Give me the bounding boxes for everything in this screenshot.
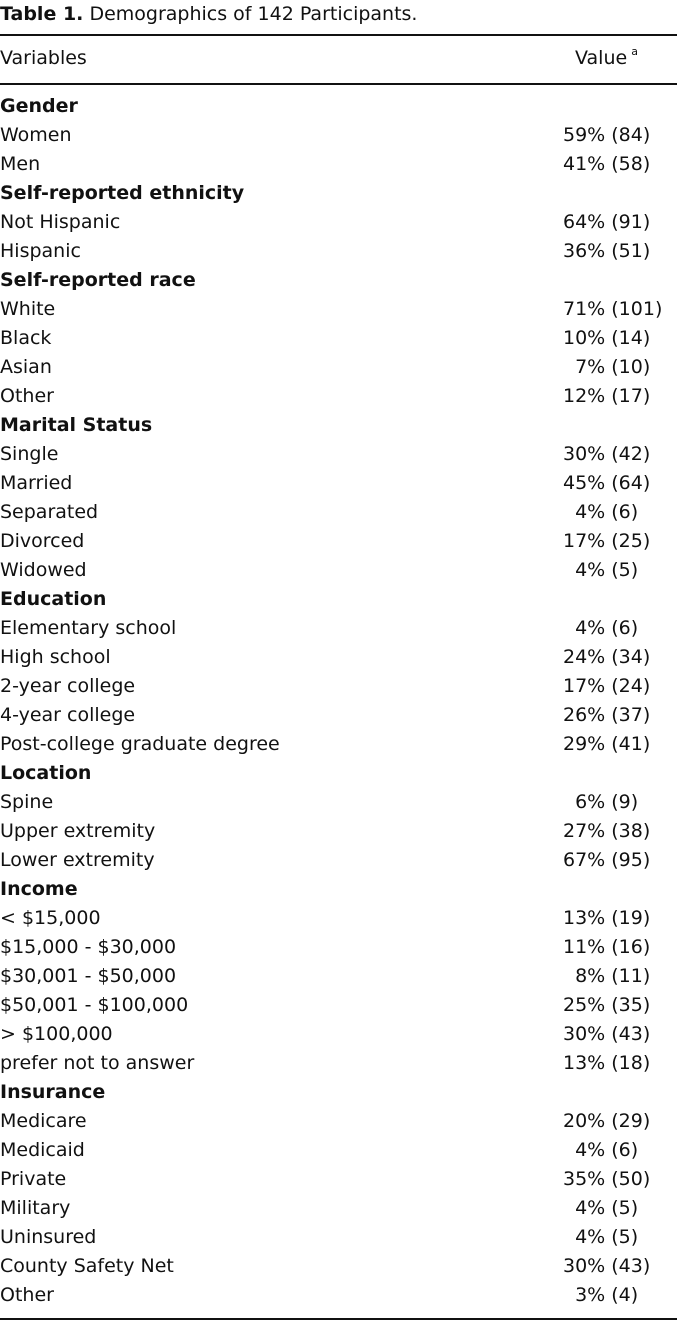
table-row bbox=[0, 382, 677, 411]
section-heading: Self-reported ethnicity bbox=[0, 182, 245, 204]
table-row bbox=[0, 556, 677, 585]
row-variable: Hispanic bbox=[0, 240, 81, 262]
row-value: 30% (43) bbox=[563, 1023, 651, 1045]
table-row bbox=[0, 498, 677, 527]
row-variable: Medicare bbox=[0, 1110, 87, 1132]
row-value: 12% (17) bbox=[563, 385, 651, 407]
table-caption bbox=[0, 0, 417, 28]
row-variable: < $15,000 bbox=[0, 907, 101, 929]
row-value: 64% (91) bbox=[563, 211, 651, 233]
section-heading: Marital Status bbox=[0, 414, 153, 436]
row-value: 67% (95) bbox=[563, 849, 651, 871]
row-variable: Men bbox=[0, 153, 41, 175]
section-heading: Gender bbox=[0, 95, 78, 117]
header-value-label: Value bbox=[575, 47, 628, 69]
row-value: 10% (14) bbox=[563, 327, 651, 349]
row-variable: White bbox=[0, 298, 56, 320]
table-row bbox=[0, 730, 677, 759]
table-row bbox=[0, 672, 677, 701]
table-caption-label: Table 1. bbox=[0, 3, 84, 25]
table-row bbox=[0, 962, 677, 991]
row-variable: Single bbox=[0, 443, 59, 465]
row-value: 17% (24) bbox=[563, 675, 651, 697]
row-value: 59% (84) bbox=[563, 124, 651, 146]
table-row bbox=[0, 1049, 677, 1078]
row-variable: Asian bbox=[0, 356, 52, 378]
table-row bbox=[0, 440, 677, 469]
row-value: 4% (6) bbox=[563, 1139, 639, 1161]
row-value: 13% (18) bbox=[563, 1052, 651, 1074]
table-row bbox=[0, 237, 677, 266]
table-row bbox=[0, 933, 677, 962]
row-variable: $50,001 - $100,000 bbox=[0, 994, 189, 1016]
table-row bbox=[0, 788, 677, 817]
section-heading: Education bbox=[0, 588, 107, 610]
row-value: 36% (51) bbox=[563, 240, 651, 262]
header-variables: Variables bbox=[0, 47, 87, 69]
row-value: 13% (19) bbox=[563, 907, 651, 929]
row-variable: Women bbox=[0, 124, 72, 146]
table-row bbox=[0, 1194, 677, 1223]
bottom-rule bbox=[0, 1318, 677, 1320]
table-row bbox=[0, 846, 677, 875]
row-variable: $30,001 - $50,000 bbox=[0, 965, 177, 987]
row-variable: Elementary school bbox=[0, 617, 177, 639]
section-heading-row bbox=[0, 875, 677, 904]
top-rule bbox=[0, 34, 677, 36]
table-row bbox=[0, 324, 677, 353]
row-variable: Post-college graduate degree bbox=[0, 733, 280, 755]
section-heading-row bbox=[0, 266, 677, 295]
row-value: 26% (37) bbox=[563, 704, 651, 726]
section-heading-row bbox=[0, 585, 677, 614]
table-caption-text: Demographics of 142 Participants. bbox=[89, 3, 418, 25]
table-row bbox=[0, 701, 677, 730]
table-body bbox=[0, 92, 677, 1310]
row-value: 7% (10) bbox=[563, 356, 651, 378]
table-row bbox=[0, 469, 677, 498]
section-heading-row bbox=[0, 1078, 677, 1107]
row-variable: Black bbox=[0, 327, 52, 349]
row-value: 4% (5) bbox=[563, 559, 639, 581]
row-value: 3% (4) bbox=[563, 1284, 639, 1306]
row-variable: 4-year college bbox=[0, 704, 136, 726]
row-variable: Separated bbox=[0, 501, 99, 523]
row-value: 4% (6) bbox=[563, 501, 639, 523]
section-heading-row bbox=[0, 179, 677, 208]
table-header-row bbox=[0, 43, 677, 73]
row-variable: Lower extremity bbox=[0, 849, 155, 871]
row-value: 45% (64) bbox=[563, 472, 651, 494]
row-value: 20% (29) bbox=[563, 1110, 651, 1132]
row-variable: 2-year college bbox=[0, 675, 136, 697]
row-variable: Not Hispanic bbox=[0, 211, 121, 233]
row-value: 4% (6) bbox=[563, 617, 639, 639]
row-variable: High school bbox=[0, 646, 111, 668]
row-value: 35% (50) bbox=[563, 1168, 651, 1190]
row-value: 6% (9) bbox=[563, 791, 639, 813]
header-value-footnote: a bbox=[631, 45, 638, 58]
table-row bbox=[0, 643, 677, 672]
row-variable: Other bbox=[0, 385, 54, 407]
table-row bbox=[0, 121, 677, 150]
section-heading-row bbox=[0, 411, 677, 440]
row-value: 4% (5) bbox=[563, 1197, 639, 1219]
row-variable: Other bbox=[0, 1284, 54, 1306]
header-rule bbox=[0, 83, 677, 85]
table-row bbox=[0, 1223, 677, 1252]
section-heading: Self-reported race bbox=[0, 269, 196, 291]
row-variable: Military bbox=[0, 1197, 71, 1219]
row-value: 17% (25) bbox=[563, 530, 651, 552]
table-row bbox=[0, 208, 677, 237]
row-variable: Upper extremity bbox=[0, 820, 156, 842]
section-heading-row bbox=[0, 759, 677, 788]
table-row bbox=[0, 614, 677, 643]
row-variable: Private bbox=[0, 1168, 67, 1190]
table-row bbox=[0, 527, 677, 556]
row-value: 29% (41) bbox=[563, 733, 651, 755]
table-row bbox=[0, 904, 677, 933]
row-variable: prefer not to answer bbox=[0, 1052, 195, 1074]
row-value: 25% (35) bbox=[563, 994, 651, 1016]
row-variable: Medicaid bbox=[0, 1139, 85, 1161]
row-value: 24% (34) bbox=[563, 646, 651, 668]
table-row bbox=[0, 1020, 677, 1049]
table-row bbox=[0, 1165, 677, 1194]
row-value: 4% (5) bbox=[563, 1226, 639, 1248]
table-row bbox=[0, 1252, 677, 1281]
row-value: 41% (58) bbox=[563, 153, 651, 175]
section-heading: Income bbox=[0, 878, 78, 900]
table-row bbox=[0, 991, 677, 1020]
table-row bbox=[0, 817, 677, 846]
row-variable: Divorced bbox=[0, 530, 85, 552]
row-variable: > $100,000 bbox=[0, 1023, 113, 1045]
header-value bbox=[575, 43, 638, 76]
row-variable: $15,000 - $30,000 bbox=[0, 936, 177, 958]
row-variable: Married bbox=[0, 472, 73, 494]
section-heading-row bbox=[0, 92, 677, 121]
table-row bbox=[0, 353, 677, 382]
table-row bbox=[0, 1281, 677, 1310]
row-value: 71% (101) bbox=[563, 298, 663, 320]
row-variable: Widowed bbox=[0, 559, 87, 581]
section-heading: Location bbox=[0, 762, 92, 784]
row-value: 30% (42) bbox=[563, 443, 651, 465]
row-variable: Uninsured bbox=[0, 1226, 97, 1248]
row-value: 8% (11) bbox=[563, 965, 651, 987]
table-row bbox=[0, 1107, 677, 1136]
table-row bbox=[0, 1136, 677, 1165]
row-value: 30% (43) bbox=[563, 1255, 651, 1277]
row-variable: County Safety Net bbox=[0, 1255, 174, 1277]
table-row bbox=[0, 295, 677, 324]
section-heading: Insurance bbox=[0, 1081, 106, 1103]
row-variable: Spine bbox=[0, 791, 54, 813]
table-row bbox=[0, 150, 677, 179]
row-value: 27% (38) bbox=[563, 820, 651, 842]
row-value: 11% (16) bbox=[563, 936, 651, 958]
